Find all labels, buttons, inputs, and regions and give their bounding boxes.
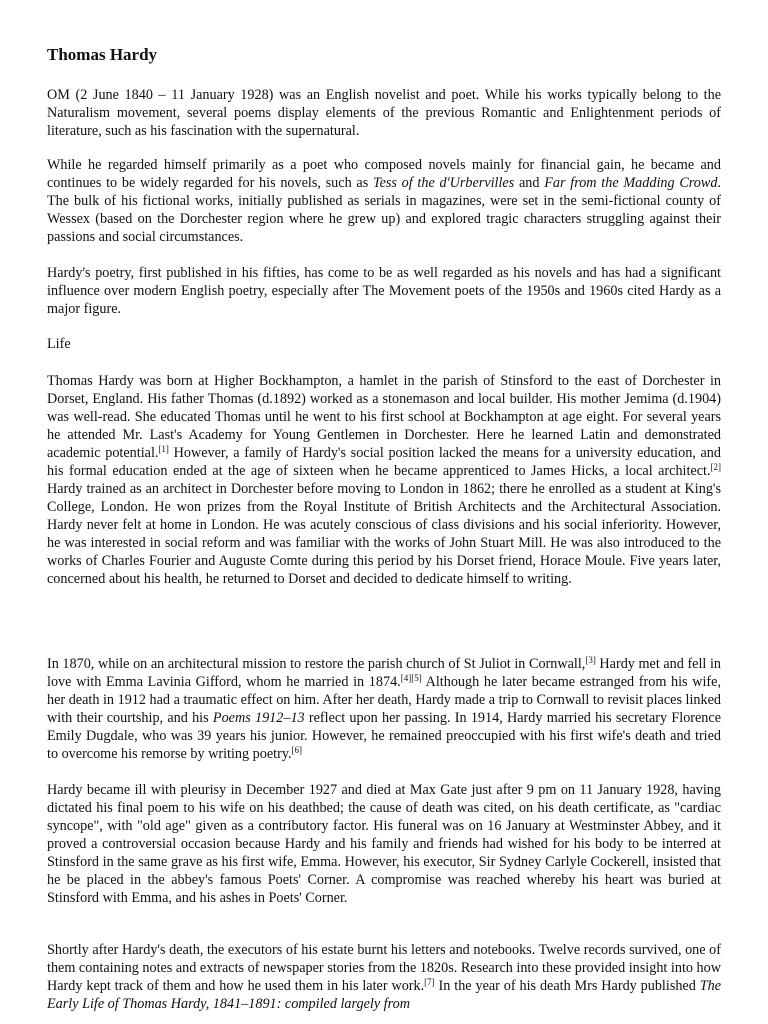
text-run: and (514, 175, 545, 191)
book-title: The Early Life of Thomas Hardy, 1841–1891: compiled largely from (47, 978, 721, 1012)
text-run: Shortly after Hardy's death, the executors of his estate burnt his letters and notebooks. Twelve records survived, one of them containing notes and extracts of newspaper stories from the 1820s. Research into these provided insight into how Hardy kept track of them and how he used them in his later work. (47, 942, 721, 994)
page-title: Thomas Hardy (47, 45, 158, 64)
book-title: Poems 1912–13 (212, 710, 305, 726)
footnote-ref[interactable]: [2] (710, 462, 721, 472)
paragraph-legacy (47, 941, 721, 1013)
footnote-ref[interactable]: [3] (585, 655, 596, 665)
text-run: Thomas Hardy was born at Higher Bockhampton, a hamlet in the parish of Stinsford to the east of Dorchester in Dorset, England. His father Thomas (d.1892) worked as a stonemason and local builder. His mother Jemima (d.1904) was well-read. She educated Thomas until he went to his first school at Bockhampton at age eight. For several years he attended Mr. Last's Academy for Young Gentlemen in Dorchester. Here he learned Latin and demonstrated academic potential. (47, 373, 721, 461)
paragraph-death: Hardy became ill with pleurisy in December 1927 and died at Max Gate just after 9 pm on 11 January 1928, having dictated his final poem to his wife on his deathbed; the cause of death was cited, on his death certificate, as "cardiac syncope", with "old age" given as a contributory factor. His funeral was on 16 January at Westminster Abbey, and it proved a controversial occasion because Hardy and his family and friends had wished for his body to be interred at Stinsford in the same grave as his first wife, Emma. However, his executor, Sir Sydney Carlyle Cockerell, insisted that he be placed in the abbey's famous Poets' Corner. A compromise was reached whereby his heart was buried at Stinsford with Emma, and his ashes in Poets' Corner. (47, 782, 721, 906)
text-run: Although he later became estranged from his wife, her death in 1912 had a traumatic effect on him. After her death, Hardy made a trip to Cornwall to revisit places linked with their courtship, and his (47, 674, 721, 726)
text-run: . The bulk of his fictional works, initially published as serials in magazines, were set in the semi-fictional county of Wessex (based on the Dorchester region where he grew up) and explored tragic characters struggling against their passions and social circumstances. (47, 175, 721, 245)
paragraph-novels (47, 156, 721, 246)
paragraph-intro: OM (2 June 1840 – 11 January 1928) was an English novelist and poet. While his works typically belong to the Naturalism movement, several poems display elements of the previous Romantic and Enlightenment periods of literature, such as his fascination with the supernatural. (47, 87, 721, 139)
paragraph-poetry: Hardy's poetry, first published in his fifties, has come to be as well regarded as his novels and has had a significant influence over modern English poetry, especially after The Movement poets of the 1950s and 1960s cited Hardy as a major figure. (47, 265, 721, 317)
text-run: While he regarded himself primarily as a poet who composed novels mainly for financial gain, he became and continues to be widely regarded for his novels, such as (47, 157, 721, 191)
footnote-ref[interactable]: [6] (291, 745, 303, 755)
text-run: However, a family of Hardy's social position lacked the means for a university education, and his formal education ended at the age of sixteen when he became apprenticed to James Hicks, a local architect. (47, 445, 721, 479)
paragraph-marriage (47, 655, 721, 763)
text-run: In 1870, while on an architectural mission to restore the parish church of St Juliot in Cornwall, (47, 656, 586, 672)
footnote-ref[interactable]: [1] (158, 444, 169, 454)
footnote-ref[interactable]: [4][5] (400, 673, 422, 683)
text-run: reflect upon her passing. In 1914, Hardy married his secretary Florence Emily Dugdale, who was 39 years his junior. However, he remained preoccupied with his first wife's death and tried to overcome his remorse by writing poetry. (47, 710, 721, 762)
text-run: In the year of his death Mrs Hardy published (434, 978, 700, 994)
section-heading-life: Life (47, 336, 71, 352)
text-run: Hardy trained as an architect in Dorchester before moving to London in 1862; there he enrolled as a student at King's College, London. He won prizes from the Royal Institute of British Architects and the Architectural Association. Hardy never felt at home in London. He was acutely conscious of class divisions and his social inferiority. However, he was interested in social reform and was familiar with the works of John Stuart Mill. He was also introduced to the works of Charles Fourier and Auguste Comte during this period by his Dorset friend, Horace Moule. Five years later, concerned about his health, he returned to Dorset and decided to dedicate himself to writing. (47, 481, 721, 587)
book-title: Tess of the d'Urbervilles (372, 175, 515, 191)
text-run: Hardy met and fell in love with Emma Lavinia Gifford, whom he married in 1874. (47, 656, 721, 690)
paragraph-early-life (47, 372, 721, 588)
footnote-ref[interactable]: [7] (424, 977, 435, 987)
book-title: Far from the Madding Crowd (544, 175, 718, 191)
